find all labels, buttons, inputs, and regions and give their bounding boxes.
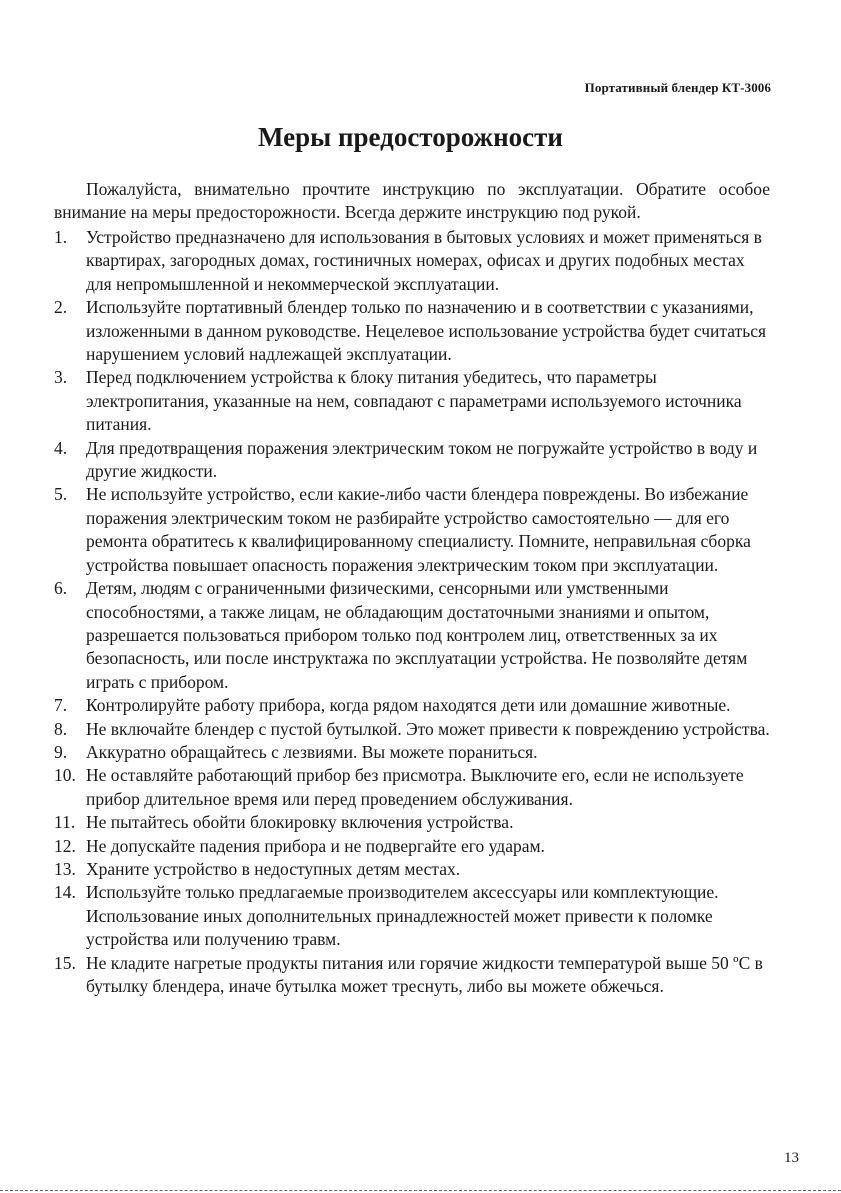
intro-paragraph: Пожалуйста, внимательно прочтите инструкцию по эксплуатации. Обратите особое внимание на меры предосторожности. Всегда держите инструкцию под рукой.	[54, 179, 770, 223]
list-item	[54, 811, 770, 834]
page-title: Меры предосторожности	[258, 122, 563, 152]
list-item	[54, 226, 770, 296]
item-text: Не пытайтесь обойти блокировку включения устройства.	[86, 812, 514, 833]
item-number: 11.	[54, 812, 76, 833]
running-header: Портативный блендер КТ-3006	[584, 80, 771, 95]
page-edge-divider	[0, 1190, 841, 1191]
item-number: 9.	[54, 741, 68, 762]
list-item	[54, 296, 770, 366]
list-item	[54, 437, 770, 484]
list-item	[54, 881, 770, 951]
item-number: 12.	[54, 835, 76, 856]
item-text: Храните устройство в недоступных детям местах.	[86, 858, 461, 879]
item-text: Не допускайте падения прибора и не подвергайте его ударам.	[86, 835, 545, 856]
item-number: 2.	[54, 297, 68, 318]
list-item	[54, 366, 770, 436]
list-item	[54, 741, 770, 764]
item-number: 14.	[54, 882, 76, 903]
list-item	[54, 952, 770, 999]
item-number: 10.	[54, 765, 76, 786]
item-number: 8.	[54, 718, 68, 739]
list-item	[54, 694, 770, 717]
item-number: 5.	[54, 484, 68, 505]
item-number: 4.	[54, 437, 68, 458]
page-number: 13	[784, 1150, 799, 1166]
item-text: Не кладите нагретые продукты питания или горячие жидкости температурой выше 50 ºС в бутылку блендера, иначе бутылка может треснуть, либо вы можете обжечься.	[86, 952, 763, 996]
item-number: 3.	[54, 367, 68, 388]
list-item	[54, 718, 770, 741]
item-number: 6.	[54, 578, 68, 599]
item-text: Для предотвращения поражения электрическим током не погружайте устройство в воду и другие жидкости.	[86, 437, 758, 482]
item-text: Не оставляйте работающий прибор без присмотра. Выключите его, если не используете прибор длительное время или перед проведением обслуживания.	[86, 765, 744, 809]
item-number: 1.	[54, 227, 68, 247]
item-number: 7.	[54, 695, 68, 716]
item-text: Детям, людям с ограниченными физическими, сенсорными или умственными способностями, а также лицам, не обладающим достаточными знаниями и опытом, разрешается пользоваться прибором только под контролем лиц, ответственных за их безопасность, или после инструктажа по эксплуатации устройства. Не позволяйте детям играть с прибором.	[86, 578, 748, 692]
list-item	[54, 835, 770, 858]
item-text: Не включайте блендер с пустой бутылкой. Это может привести к повреждению устройства.	[86, 718, 770, 739]
list-item	[54, 858, 770, 881]
item-number: 15.	[54, 952, 76, 973]
item-number: 13.	[54, 858, 76, 879]
list-item	[54, 483, 770, 577]
item-text: Используйте портативный блендер только по назначению и в соответствии с указаниями, изложенными в данном руководстве. Нецелевое использование устройства будет считаться нарушением условий надлежащей эксплуатации.	[86, 297, 767, 365]
item-text: Устройство предназначено для использования в бытовых условиях и может применяться в квартирах, загородных домах, гостиничных номерах, офисах и других подобных местах для непромышленной и некоммерческой эксплуатации.	[86, 227, 762, 294]
item-text: Контролируйте работу прибора, когда рядом находятся дети или домашние животные.	[86, 695, 731, 716]
list-item	[54, 764, 770, 811]
item-text: Аккуратно обращайтесь с лезвиями. Вы можете пораниться.	[86, 741, 538, 762]
item-text: Используйте только предлагаемые производителем аксессуары или комплектующие. Использование иных дополнительных принадлежностей может привести к поломке устройства или получению травм.	[86, 882, 719, 950]
item-text: Не используйте устройство, если какие-либо части блендера повреждены. Во избежание поражения электрическим током не разбирайте устройство самостоятельно — для его ремонта обратитесь к квалифицированному специалисту. Помните, неправильная сборка устройства повышает опасность поражения электрическим током при эксплуатации.	[86, 484, 751, 575]
item-text: Перед подключением устройства к блоку питания убедитесь, что параметры электропитания, указанные на нем, совпадают с параметрами используемого источника питания.	[86, 367, 742, 435]
list-item	[54, 577, 770, 694]
precautions-list	[54, 226, 770, 998]
